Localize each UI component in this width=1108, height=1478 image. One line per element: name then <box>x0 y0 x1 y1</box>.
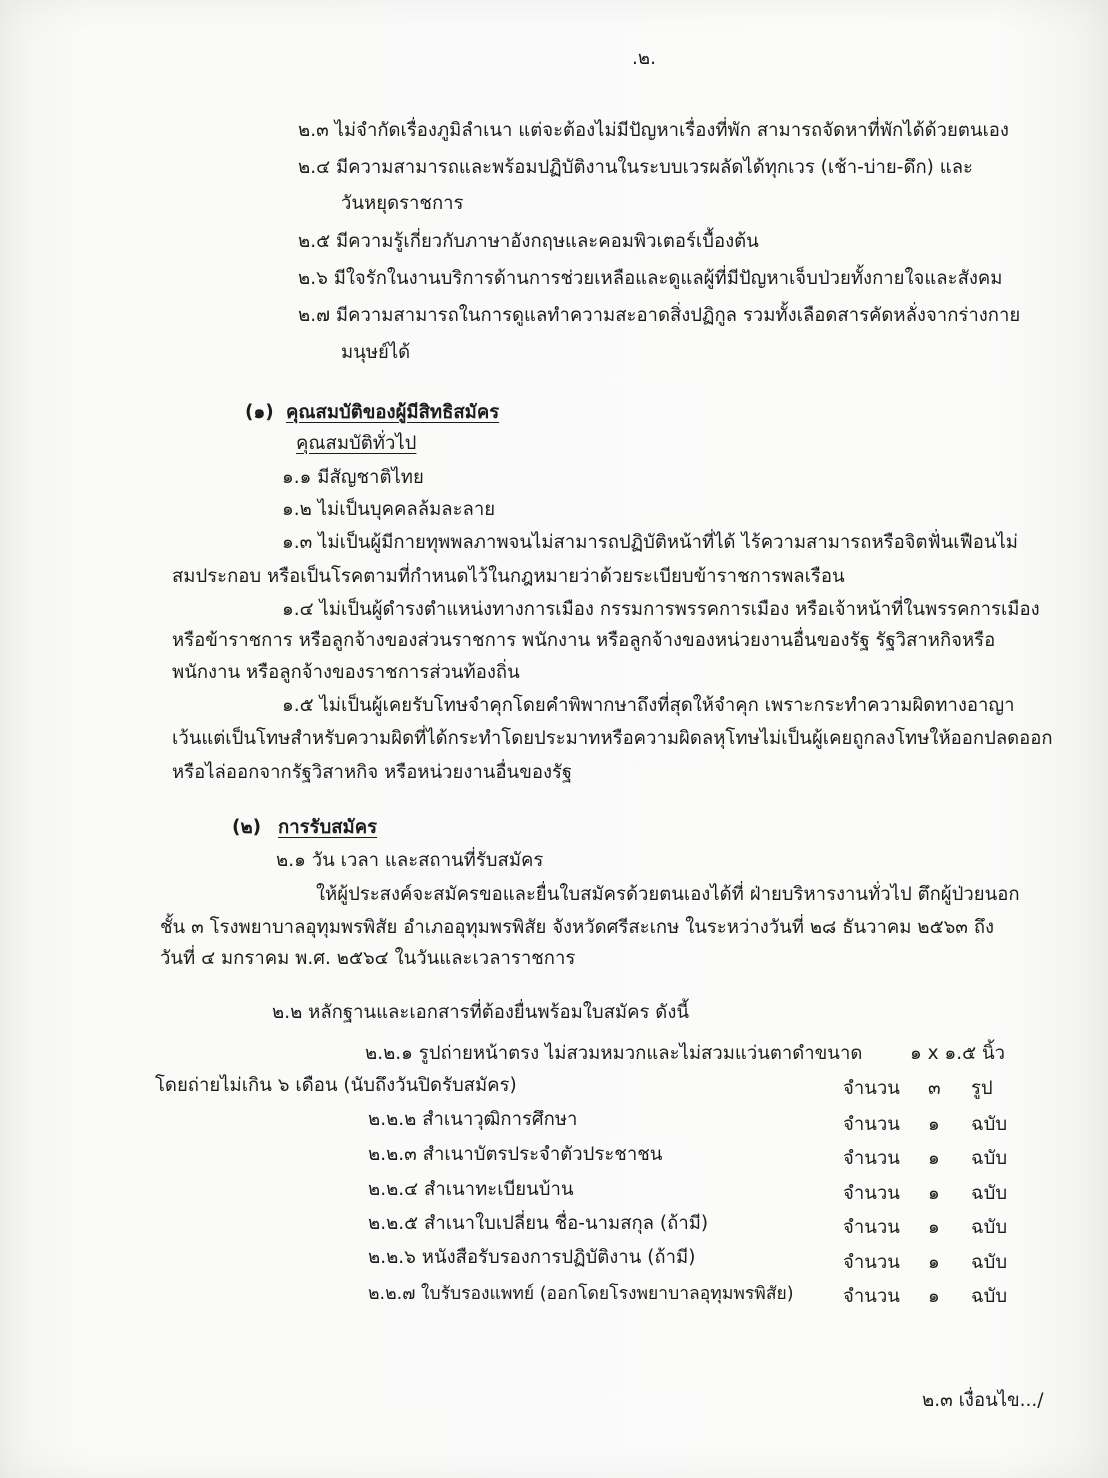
item-2-1: ๒.๑ วัน เวลา และสถานที่รับสมัคร <box>276 850 544 871</box>
qty-word: จำนวน <box>843 1252 900 1273</box>
section-1-heading: คุณสมบัติของผู้มีสิทธิสมัคร <box>286 402 500 423</box>
page-number: .๒. <box>632 48 656 69</box>
section-1-number: (๑) <box>245 402 274 423</box>
item-1-4: ๑.๔ ไม่เป็นผู้ดำรงตำแหน่งทางการเมือง กรรมการพรรคการเมือง หรือเจ้าหน้าที่ในพรรคการเมือง <box>282 599 1040 620</box>
doc-label: ๒.๒.๔ สำเนาทะเบียนบ้าน <box>368 1179 574 1200</box>
item-1-3: ๑.๓ ไม่เป็นผู้มีกายทุพพลภาพจนไม่สามารถปฏิบัติหน้าที่ได้ ไร้ความสามารถหรือจิตฟั่นเฟือนไม่ <box>282 532 1018 553</box>
qty-value: ๑ <box>928 1252 940 1273</box>
qty-word: จำนวน <box>843 1114 900 1135</box>
application-paragraph-1: ให้ผู้ประสงค์จะสมัครขอและยื่นใบสมัครด้วยตนเองได้ที่ ฝ่ายบริหารงานทั่วไป ตึกผู้ป่วยนอก <box>316 884 1020 905</box>
item-2-7: ๒.๗ มีความสามารถในการดูแลทำความสะอาดสิ่งปฏิกูล รวมทั้งเลือดสารคัดหลั่งจากร่างกาย <box>298 305 1021 326</box>
photo-size: ๑ x ๑.๕ นิ้ว <box>910 1043 1005 1064</box>
qty-value: ๑ <box>928 1114 940 1135</box>
qty-unit: ฉบับ <box>971 1148 1008 1169</box>
doc-label: ๒.๒.๕ สำเนาใบเปลี่ยน ชื่อ-นามสกุล (ถ้ามี) <box>368 1213 709 1234</box>
item-1-5-cont-1: เว้นแต่เป็นโทษสำหรับความผิดที่ได้กระทำโดยประมาทหรือความผิดลหุโทษไม่เป็นผู้เคยถูกลงโทษให้ออกปลดออก <box>172 728 1053 749</box>
qty-unit: รูป <box>971 1078 993 1099</box>
qty-unit: ฉบับ <box>971 1252 1008 1273</box>
doc-label: ๒.๒.๒ สำเนาวุฒิการศึกษา <box>368 1109 578 1130</box>
qty-word: จำนวน <box>843 1078 900 1099</box>
item-1-4-cont-1: หรือข้าราชการ หรือลูกจ้างของส่วนราชการ พนักงาน หรือลูกจ้างของหน่วยงานอื่นของรัฐ รัฐวิสาหกิจหรือ <box>172 630 996 651</box>
item-2-6: ๒.๖ มีใจรักในงานบริการด้านการช่วยเหลือและดูแลผู้ที่มีปัญหาเจ็บป่วยทั้งกายใจและสังคม <box>298 268 1003 289</box>
item-2-3: ๒.๓ ไม่จำกัดเรื่องภูมิลำเนา แต่จะต้องไม่มีปัญหาเรื่องที่พัก สามารถจัดหาที่พักได้ด้วยตนเอง <box>298 120 1009 141</box>
item-1-4-cont-2: พนักงาน หรือลูกจ้างของราชการส่วนท้องถิ่น <box>172 662 520 683</box>
section-2-number: (๒) <box>232 817 262 838</box>
qty-unit: ฉบับ <box>971 1183 1008 1204</box>
application-paragraph-3: วันที่ ๔ มกราคม พ.ศ. ๒๕๖๔ ในวันและเวลาราชการ <box>160 948 576 969</box>
item-1-1: ๑.๑ มีสัญชาติไทย <box>282 467 424 488</box>
section-2-heading: การรับสมัคร <box>278 817 378 838</box>
application-paragraph-2: ชั้น ๓ โรงพยาบาลอุทุมพรพิสัย อำเภออุทุมพรพิสัย จังหวัดศรีสะเกษ ในระหว่างวันที่ ๒๘ ธันวาคม ๒๕๖๓ ถึง <box>160 917 995 938</box>
section-1-subheading: คุณสมบัติทั่วไป <box>296 433 417 454</box>
qty-word: จำนวน <box>843 1148 900 1169</box>
item-1-5: ๑.๕ ไม่เป็นผู้เคยรับโทษจำคุกโดยคำพิพากษาถึงที่สุดให้จำคุก เพราะกระทำความผิดทางอาญา <box>282 695 1015 716</box>
qty-word: จำนวน <box>843 1286 900 1307</box>
qty-value: ๑ <box>928 1286 940 1307</box>
item-1-5-cont-2: หรือไล่ออกจากรัฐวิสาหกิจ หรือหน่วยงานอื่นของรัฐ <box>172 762 573 783</box>
qty-value: ๑ <box>928 1148 940 1169</box>
item-1-3-cont: สมประกอบ หรือเป็นโรคตามที่กำหนดไว้ในกฎหมายว่าด้วยระเบียบข้าราชการพลเรือน <box>172 566 845 587</box>
doc-label: ๒.๒.๖ หนังสือรับรองการปฏิบัติงาน (ถ้ามี) <box>368 1247 696 1268</box>
qty-unit: ฉบับ <box>971 1286 1008 1307</box>
qty-word: จำนวน <box>843 1217 900 1238</box>
doc-label: ๒.๒.๗ ใบรับรองแพทย์ (ออกโดยโรงพยาบาลอุทุมพรพิสัย) <box>368 1284 794 1304</box>
qty-word: จำนวน <box>843 1183 900 1204</box>
continuation-note: ๒.๓ เงื่อนไข.../ <box>922 1390 1044 1411</box>
item-1-2: ๑.๒ ไม่เป็นบุคคลล้มละลาย <box>282 499 496 520</box>
doc-2-2-1-cont: โดยถ่ายไม่เกิน ๖ เดือน (นับถึงวันปิดรับสมัคร) <box>155 1075 517 1096</box>
qty-value: ๓ <box>928 1078 941 1099</box>
qty-value: ๑ <box>928 1183 940 1204</box>
qty-value: ๑ <box>928 1217 940 1238</box>
doc-2-2-1: ๒.๒.๑ รูปถ่ายหน้าตรง ไม่สวมหมวกและไม่สวมแว่นตาดำขนาด <box>365 1043 863 1064</box>
item-2-4: ๒.๔ มีความสามารถและพร้อมปฏิบัติงานในระบบเวรผลัดได้ทุกเวร (เช้า-บ่าย-ดึก) และ <box>298 157 973 178</box>
item-2-2: ๒.๒ หลักฐานและเอกสารที่ต้องยื่นพร้อมใบสมัคร ดังนี้ <box>272 1002 689 1023</box>
item-2-7-cont: มนุษย์ได้ <box>341 342 411 363</box>
qty-unit: ฉบับ <box>971 1217 1008 1238</box>
doc-label: ๒.๒.๓ สำเนาบัตรประจำตัวประชาชน <box>368 1144 663 1165</box>
qty-unit: ฉบับ <box>971 1114 1008 1135</box>
item-2-4-cont: วันหยุดราชการ <box>341 193 464 214</box>
item-2-5: ๒.๕ มีความรู้เกี่ยวกับภาษาอังกฤษและคอมพิวเตอร์เบื้องต้น <box>298 231 759 252</box>
